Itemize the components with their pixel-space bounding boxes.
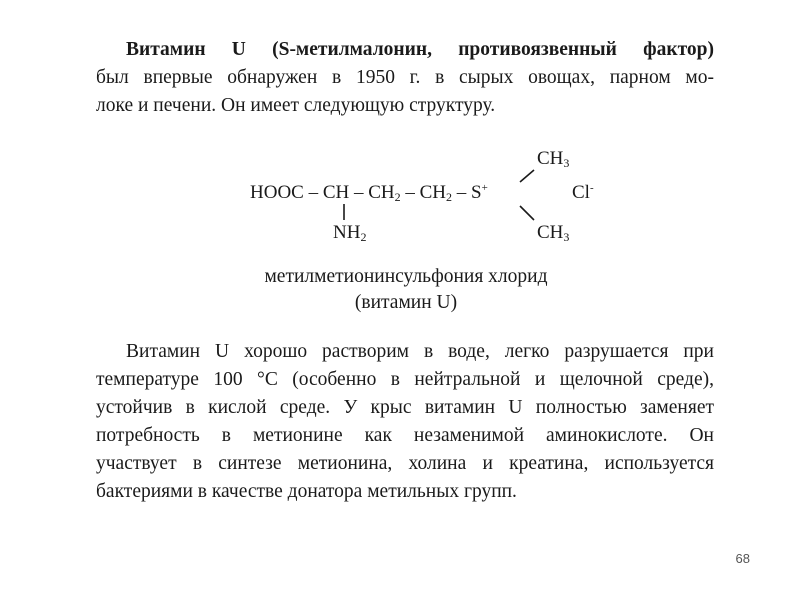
- page-number: 68: [735, 551, 750, 566]
- methyl-top-bond: [520, 170, 534, 182]
- methyl-top: $CH_3$: [537, 148, 570, 170]
- amine-group: $NH_2$: [333, 222, 367, 244]
- properties-line: Витамин U хорошо растворим в воде, легко разрушается при: [126, 341, 714, 362]
- properties-line: участвует в синтезе метионина, холина и креатина, используется: [96, 453, 714, 474]
- properties-line: устойчив в кислой среде. У крыс витамин U полностью заменяет: [96, 397, 714, 418]
- properties-paragraph: [96, 338, 714, 506]
- intro-line: был впервые обнаружен в 1950 г. в сырых овощах, парном мо-: [96, 67, 714, 88]
- structural-formula: [250, 148, 630, 248]
- methyl-bottom-bond: [520, 206, 534, 220]
- methyl-bottom: $CH_3$: [537, 222, 570, 244]
- intro-paragraph: [96, 36, 714, 120]
- properties-line: температуре 100 °С (особенно в нейтральной и щелочной среде),: [96, 369, 714, 390]
- compound-note-caption: (витамин U): [354, 292, 458, 313]
- intro-bold-lead: Витамин U (S-метилмалонин, противоязвенный фактор): [126, 39, 714, 60]
- intro-line: локе и печени. Он имеет следующую структуру.: [96, 95, 496, 116]
- compound-name-caption: метилметионинсульфония хлорид: [264, 266, 548, 287]
- formula-main-chain: HOOC – CH – $CH_2 - CH_2 - S^+$: [250, 182, 488, 204]
- chloride-anion: Cl-: [572, 182, 594, 203]
- properties-line: потребность в метионине как незаменимой аминокислоте. Он: [96, 425, 714, 446]
- properties-line: бактериями в качестве донатора метильных групп.: [96, 481, 517, 502]
